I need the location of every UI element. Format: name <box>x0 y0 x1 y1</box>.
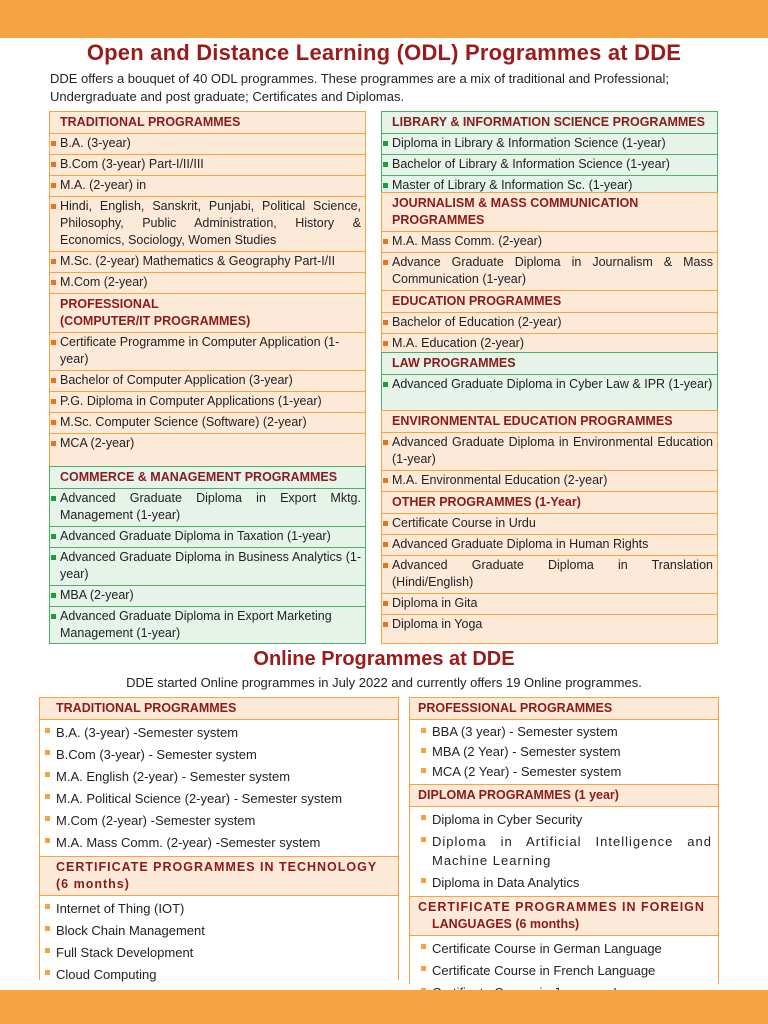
list-item: M.Com (2-year) <box>50 273 365 294</box>
section-heading: JOURNALISM & MASS COMMUNICATION PROGRAMMES <box>382 193 717 232</box>
list-item: Certificate Programme in Computer Application (1-year) <box>50 333 365 371</box>
section-heading: TRADITIONAL PROGRAMMES <box>50 112 365 134</box>
program-list <box>410 720 718 784</box>
list-item: Bachelor of Education (2-year) <box>382 313 717 334</box>
list-item: Diploma in Library & Information Science (1-year) <box>382 134 717 155</box>
page-title: Open and Distance Learning (ODL) Programmes at DDE <box>86 40 682 65</box>
list-item: Block Chain Management <box>40 920 398 942</box>
list-item: B.A. (3-year) -Semester system <box>40 722 398 744</box>
list-item: Hindi, English, Sanskrit, Punjabi, Political Science, Philosophy, Public Administration, History & Economics, Sociology, Women Studies <box>50 197 365 252</box>
list-item: Diploma in Cyber Security <box>410 809 718 831</box>
heading-line: (COMPUTER/IT PROGRAMMES) <box>60 314 251 328</box>
heading-line: LANGUAGES (6 months) <box>432 917 580 931</box>
list-item: Certificate Course in Urdu <box>382 514 717 535</box>
list-item: Advanced Graduate Diploma in Taxation (1-year) <box>50 527 365 548</box>
list-item: MBA (2-year) <box>50 586 365 607</box>
list-item: M.Sc. (2-year) Mathematics & Geography Part-I/II <box>50 252 365 273</box>
program-list <box>40 720 398 856</box>
section-heading: OTHER PROGRAMMES (1-Year) <box>382 492 717 514</box>
list-item: M.A. Mass Comm. (2-year) <box>382 232 717 253</box>
list-item: Advanced Graduate Diploma in Translation (Hindi/English) <box>382 556 717 594</box>
odl-traditional-box <box>49 111 366 467</box>
heading-line: CERTIFICATE PROGRAMMES IN FOREIGN <box>418 900 705 914</box>
online-section-title: Online Programmes at DDE <box>253 648 515 670</box>
list-item: MCA (2 Year) - Semester system <box>410 762 718 782</box>
list-item: Advanced Graduate Diploma in Environmental Education (1-year) <box>382 433 717 471</box>
list-item: Full Stack Development <box>40 942 398 964</box>
list-item: Advanced Graduate Diploma in Human Rights <box>382 535 717 556</box>
section-heading: CERTIFICATE PROGRAMMES IN TECHNOLOGY (6 months) <box>40 856 398 896</box>
list-item: MBA (2 Year) - Semester system <box>410 742 718 762</box>
list-item: M.Sc. Computer Science (Software) (2-year) <box>50 413 365 434</box>
odl-law-box <box>381 352 718 411</box>
list-item: Bachelor of Computer Application (3-year) <box>50 371 365 392</box>
list-item: M.A. Education (2-year) <box>382 334 717 354</box>
list-item: Diploma in Data Analytics <box>410 872 718 894</box>
list-item: Advanced Graduate Diploma in Business Analytics (1-year) <box>50 548 365 586</box>
list-item: M.A. Environmental Education (2-year) <box>382 471 717 492</box>
section-heading: LIBRARY & INFORMATION SCIENCE PROGRAMMES <box>382 112 717 134</box>
list-item: B.Com (3-year) - Semester system <box>40 744 398 766</box>
list-item: BBA (3 year) - Semester system <box>410 722 718 742</box>
list-item: B.Com (3-year) Part-I/II/III <box>50 155 365 176</box>
section-heading: EDUCATION PROGRAMMES <box>382 291 717 313</box>
section-heading <box>50 294 365 333</box>
list-item: Cloud Computing <box>40 964 398 986</box>
list-item: M.A. Political Science (2-year) - Semester system <box>40 788 398 810</box>
section-heading: DIPLOMA PROGRAMMES (1 year) <box>410 784 718 807</box>
list-item: P.G. Diploma in Computer Applications (1-year) <box>50 392 365 413</box>
list-item: Certificate Course in French Language <box>410 960 718 982</box>
list-item: M.A. (2-year) in <box>50 176 365 197</box>
list-item: Advance Graduate Diploma in Journalism & Mass Communication (1-year) <box>382 253 717 291</box>
online-left-box <box>39 697 399 980</box>
online-intro-text: DDE started Online programmes in July 2022 and currently offers 19 Online programmes. <box>126 675 642 690</box>
list-item: Diploma in Yoga <box>382 615 717 635</box>
online-right-box <box>409 697 719 984</box>
list-item: Advanced Graduate Diploma in Export Mktg. Management (1-year) <box>50 489 365 527</box>
intro-text: DDE offers a bouquet of 40 ODL programmes. These programmes are a mix of traditional and Professional; Undergraduate and post graduate; Certificates and Diplomas. <box>50 71 670 104</box>
list-item: M.A. English (2-year) - Semester system <box>40 766 398 788</box>
list-item: MCA (2-year) <box>50 434 365 454</box>
section-heading <box>410 896 718 936</box>
program-list <box>40 896 398 988</box>
list-item: Diploma in Gita <box>382 594 717 615</box>
list-item: M.A. Mass Comm. (2-year) -Semester system <box>40 832 398 854</box>
section-heading: LAW PROGRAMMES <box>382 353 717 375</box>
list-item: Advanced Graduate Diploma in Cyber Law & IPR (1-year) <box>382 375 717 395</box>
section-heading: TRADITIONAL PROGRAMMES <box>40 698 398 720</box>
section-heading: ENVIRONMENTAL EDUCATION PROGRAMMES <box>382 411 717 433</box>
section-heading: COMMERCE & MANAGEMENT PROGRAMMES <box>50 467 365 489</box>
bottom-banner <box>0 990 768 1024</box>
odl-commerce-box <box>49 466 366 644</box>
list-item: Internet of Thing (IOT) <box>40 898 398 920</box>
odl-environmental-box <box>381 410 718 644</box>
odl-library-box <box>381 111 718 193</box>
section-heading: PROFESSIONAL PROGRAMMES <box>410 698 718 720</box>
list-item: M.Com (2-year) -Semester system <box>40 810 398 832</box>
list-item: Bachelor of Library & Information Science (1-year) <box>382 155 717 176</box>
top-banner <box>0 0 768 38</box>
odl-journalism-box <box>381 192 718 353</box>
list-item: Certificate Course in German Language <box>410 938 718 960</box>
heading-line: PROFESSIONAL <box>60 297 159 311</box>
list-item: Diploma in Artificial Intelligence and Machine Learning <box>410 831 718 872</box>
list-item: B.A. (3-year) <box>50 134 365 155</box>
program-list <box>410 807 718 896</box>
list-item: Advanced Graduate Diploma in Export Marketing Management (1-year) <box>50 607 365 644</box>
list-item: Master of Library & Information Sc. (1-year) <box>382 176 717 196</box>
